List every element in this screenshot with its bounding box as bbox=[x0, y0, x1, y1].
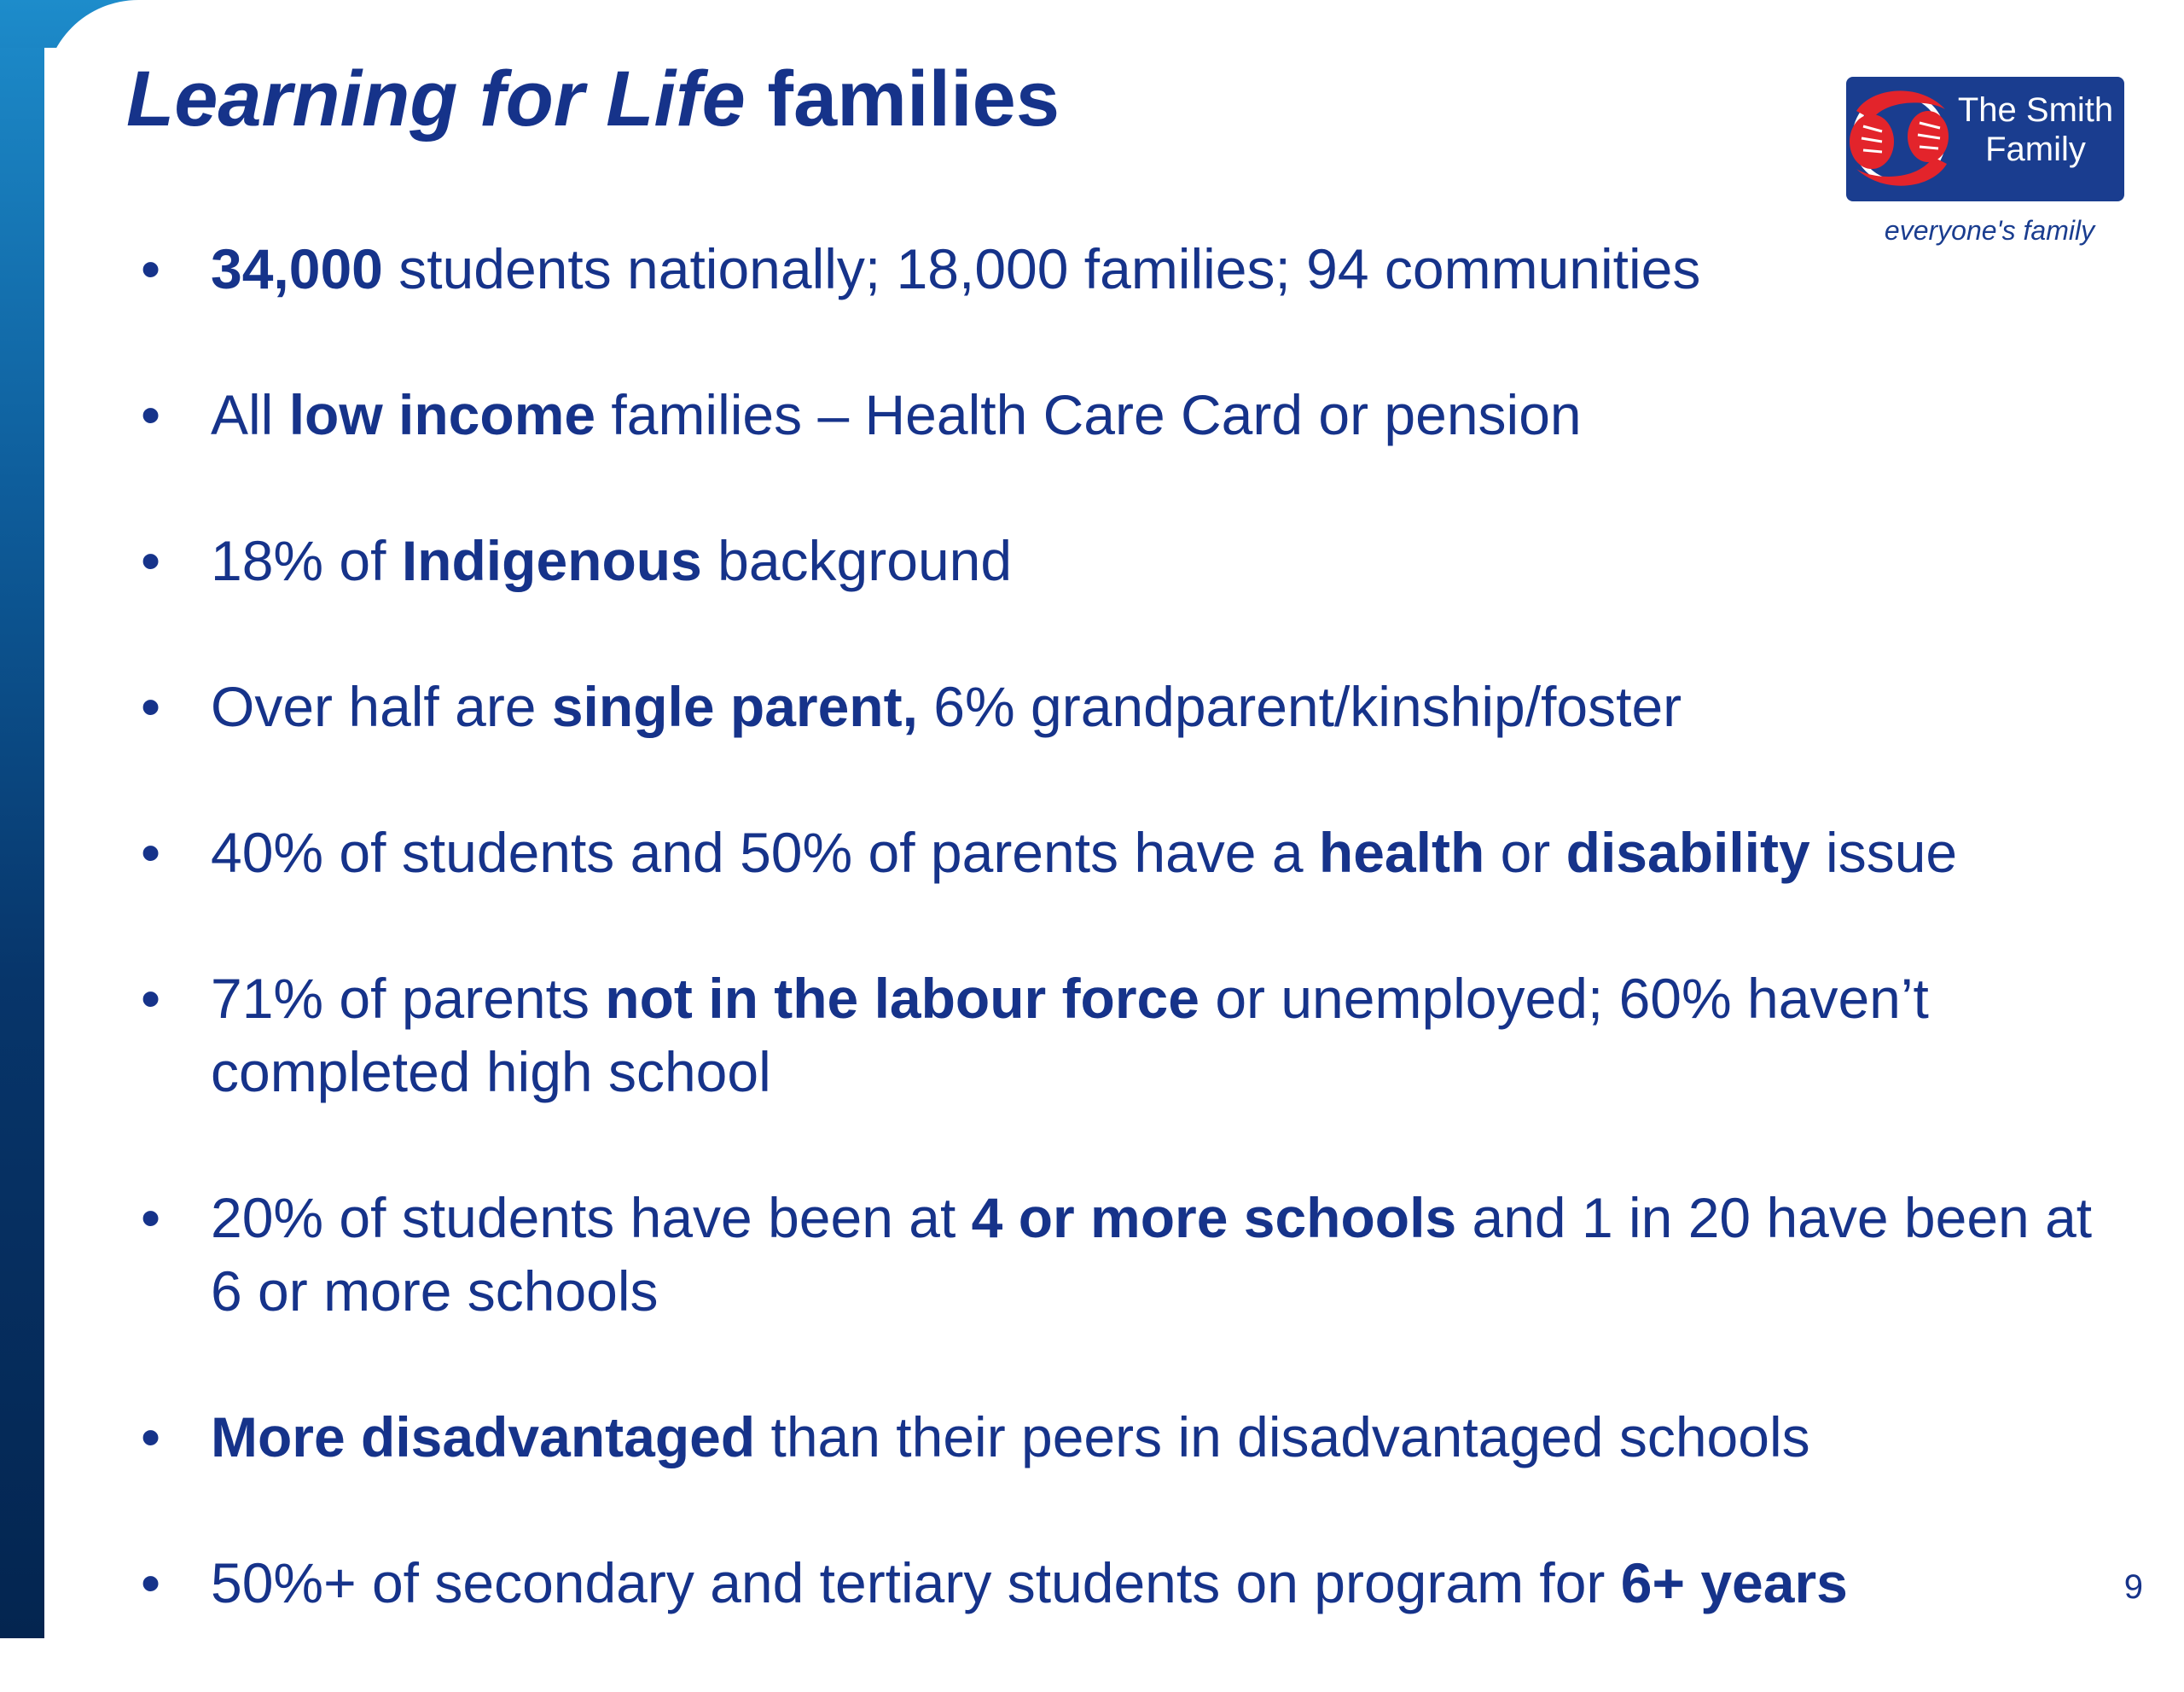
logo-tagline: everyone's family bbox=[1884, 215, 2095, 246]
bullet-item bbox=[141, 232, 2120, 305]
smith-family-logo bbox=[1838, 75, 2124, 253]
bullet-dot: • bbox=[141, 1405, 161, 1468]
page-number: 9 bbox=[2123, 1568, 2143, 1606]
title-italic: Learning for Life bbox=[126, 55, 746, 142]
bullet-bold: 34,000 bbox=[211, 237, 383, 300]
bullet-text: background bbox=[701, 529, 1013, 592]
bullet-text: 71% of parents bbox=[211, 967, 606, 1030]
bullet-text: and 1 in 20 have been at 6 or more schools bbox=[211, 1186, 2093, 1323]
bullet-item bbox=[141, 816, 2120, 889]
bullet-text: Over half are bbox=[211, 675, 552, 738]
bullet-text: than their peers in disadvantaged schools bbox=[755, 1405, 1810, 1468]
bullet-text: families – Health Care Card or pension bbox=[595, 383, 1582, 446]
logo-name bbox=[1947, 90, 2124, 169]
bullet-dot: • bbox=[141, 967, 161, 1030]
bullet-item bbox=[141, 670, 2120, 743]
bullet-text: issue bbox=[1809, 821, 1958, 884]
bullet-item bbox=[141, 1400, 2120, 1474]
bullet-item bbox=[141, 378, 2120, 451]
title-plain: families bbox=[745, 55, 1060, 142]
bullet-dot: • bbox=[141, 1551, 161, 1614]
bullet-list bbox=[141, 232, 2120, 1692]
bullet-bold: Indigenous bbox=[401, 529, 702, 592]
bullet-text: students nationally; 18,000 families; 94 communities bbox=[382, 237, 1701, 300]
bullet-text: 20% of students have been at bbox=[211, 1186, 972, 1249]
bullet-bold: health bbox=[1318, 821, 1485, 884]
bullet-text: All bbox=[211, 383, 289, 446]
bullet-bold: disability bbox=[1565, 821, 1810, 884]
bullet-text: 18% of bbox=[211, 529, 402, 592]
bullet-text: 6% grandparent/kinship/foster bbox=[917, 675, 1682, 738]
bullet-item bbox=[141, 962, 2120, 1108]
logo-name-line1: The Smith bbox=[1957, 91, 2114, 129]
bullet-bold: More disadvantaged bbox=[211, 1405, 756, 1468]
sidebar-gradient bbox=[0, 0, 44, 1638]
bullet-dot: • bbox=[141, 675, 161, 738]
bullet-text: or unemployed; 60% haven’t completed high school bbox=[211, 967, 1929, 1103]
bullet-bold: not in the labour force bbox=[605, 967, 1199, 1030]
bullet-text: 40% of students and 50% of parents have a bbox=[211, 821, 1319, 884]
bullet-dot: • bbox=[141, 383, 161, 446]
bullet-bold: 4 or more schools bbox=[971, 1186, 1457, 1249]
slide-title bbox=[126, 55, 1060, 144]
bullet-dot: • bbox=[141, 821, 161, 884]
hands-icon bbox=[1838, 75, 1966, 203]
bullet-text: 50%+ of secondary and tertiary students on program for bbox=[211, 1551, 1621, 1614]
logo-name-line2: Family bbox=[1985, 131, 2086, 168]
bullet-item bbox=[141, 1181, 2120, 1328]
bullet-item bbox=[141, 524, 2120, 597]
bullet-dot: • bbox=[141, 237, 161, 300]
bullet-bold: low income bbox=[288, 383, 596, 446]
bullet-text: or bbox=[1484, 821, 1566, 884]
bullet-bold: single parent, bbox=[551, 675, 918, 738]
bullet-item bbox=[141, 1546, 2120, 1619]
bullet-dot: • bbox=[141, 529, 161, 592]
bullet-bold: 6+ years bbox=[1620, 1551, 1848, 1614]
bullet-dot: • bbox=[141, 1186, 161, 1249]
